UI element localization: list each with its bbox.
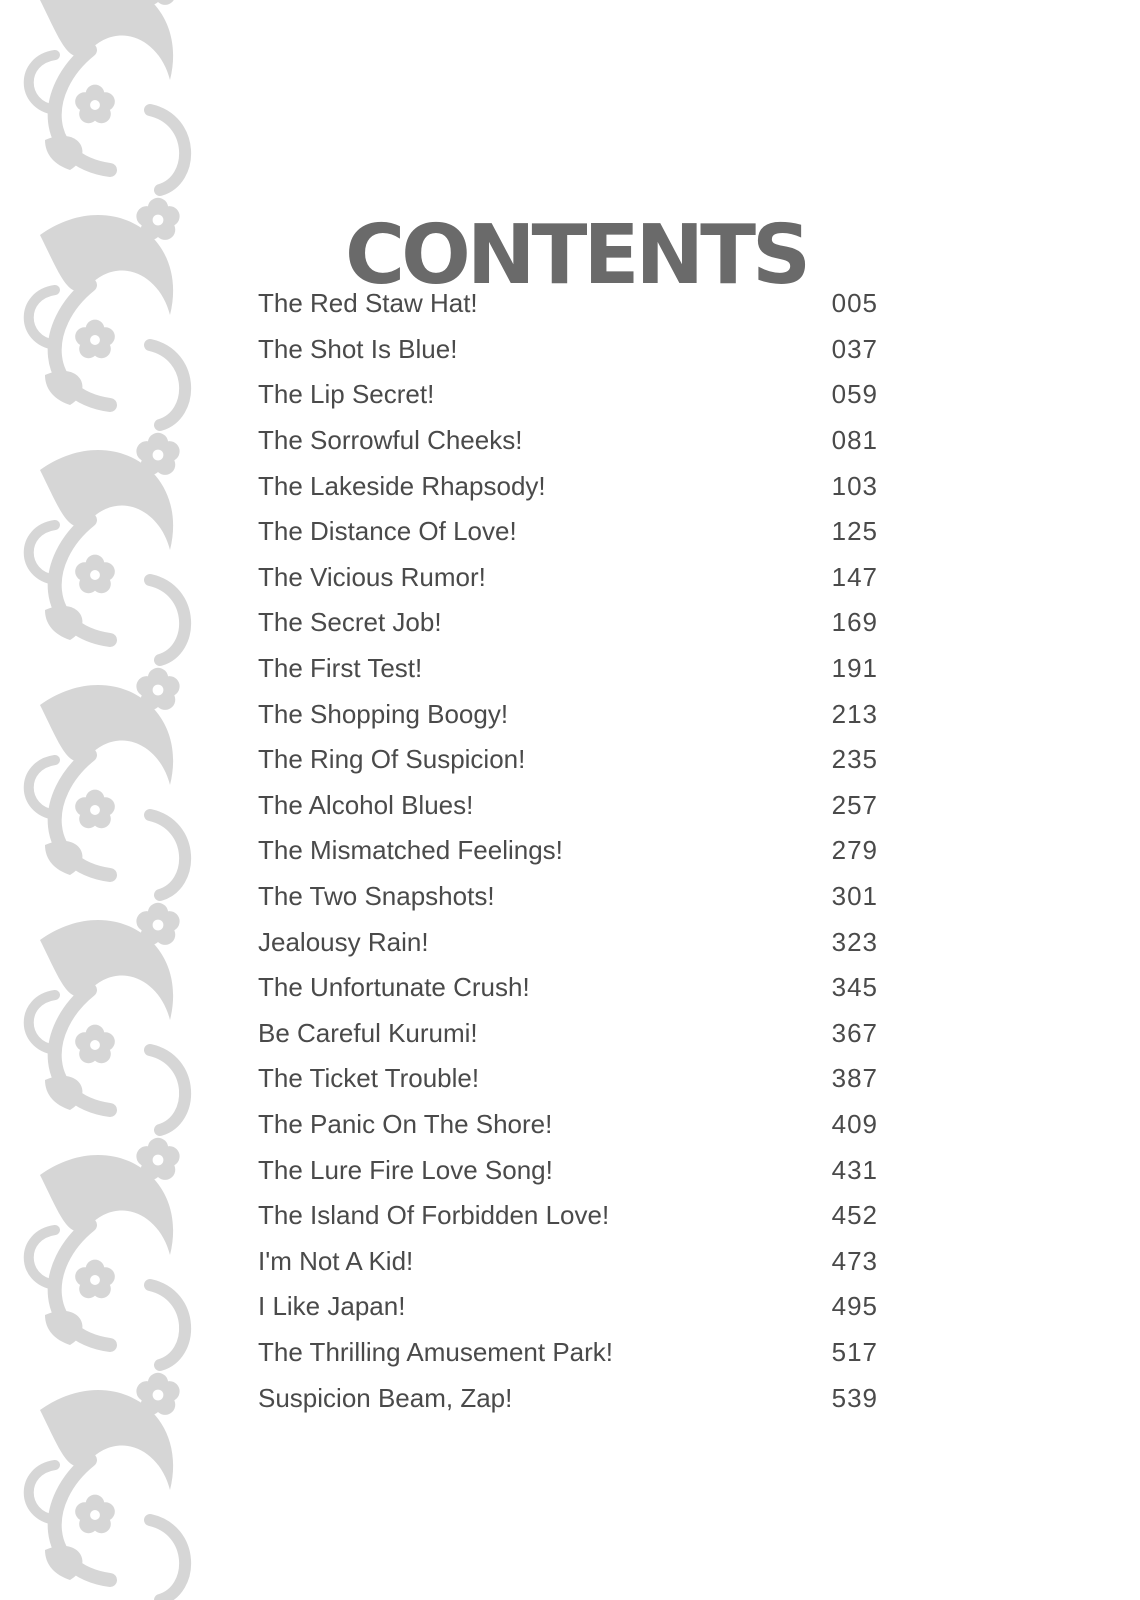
- toc-entry[interactable]: [258, 737, 878, 783]
- page-title: CONTENTS: [345, 207, 808, 303]
- toc-entry-title: I Like Japan!: [258, 1291, 406, 1322]
- toc-entry-title: The Thrilling Amusement Park!: [258, 1336, 613, 1367]
- toc-entry[interactable]: [258, 646, 878, 692]
- toc-entry[interactable]: [258, 874, 878, 920]
- toc-entry-title: The Vicious Rumor!: [258, 561, 486, 592]
- toc-entry-title: The Unfortunate Crush!: [258, 972, 530, 1003]
- toc-entry[interactable]: [258, 691, 878, 737]
- toc-entry-title: Be Careful Kurumi!: [258, 1017, 478, 1048]
- toc-entry-page: 301: [831, 881, 878, 912]
- toc-entry[interactable]: [258, 919, 878, 965]
- toc-entry-title: The Shot Is Blue!: [258, 333, 458, 364]
- toc-entry[interactable]: [258, 1147, 878, 1193]
- toc-entry[interactable]: [258, 1193, 878, 1239]
- toc-entry-page: 345: [831, 972, 878, 1003]
- toc-entry[interactable]: [258, 783, 878, 829]
- toc-entry[interactable]: [258, 1284, 878, 1330]
- toc-entry-page: 169: [831, 607, 878, 638]
- toc-entry[interactable]: [258, 1375, 878, 1421]
- toc-entry[interactable]: [258, 281, 878, 327]
- toc-entry-title: The Distance Of Love!: [258, 516, 517, 547]
- toc-entry-page: 409: [831, 1108, 878, 1139]
- toc-entry-page: 323: [831, 926, 878, 957]
- toc-entry-page: 495: [831, 1291, 878, 1322]
- toc-entry-title: The First Test!: [258, 653, 423, 684]
- toc-entry-page: 235: [831, 744, 878, 775]
- toc-entry-page: 452: [831, 1200, 878, 1231]
- toc-entry-title: The Shopping Boogy!: [258, 698, 509, 729]
- toc-entry-title: The Lakeside Rhapsody!: [258, 470, 546, 501]
- toc-entry[interactable]: [258, 828, 878, 874]
- toc-entry[interactable]: [258, 1056, 878, 1102]
- toc-entry-page: 279: [831, 835, 878, 866]
- toc-entry-page: 431: [831, 1154, 878, 1185]
- toc-entry[interactable]: [258, 372, 878, 418]
- toc-entry[interactable]: [258, 965, 878, 1011]
- toc-entry[interactable]: [258, 509, 878, 555]
- toc-entry-page: 081: [831, 425, 878, 456]
- toc-entry-title: The Red Staw Hat!: [258, 288, 478, 319]
- toc-entry-title: The Alcohol Blues!: [258, 789, 474, 820]
- toc-entry-page: 147: [831, 561, 878, 592]
- toc-entry-title: I'm Not A Kid!: [258, 1245, 414, 1276]
- toc-entry-page: 367: [831, 1017, 878, 1048]
- toc-entry-page: 059: [831, 379, 878, 410]
- toc-entry-page: 517: [831, 1336, 878, 1367]
- toc-entry-page: 213: [831, 698, 878, 729]
- toc-entry[interactable]: [258, 1330, 878, 1376]
- floral-border-ornament: [0, 0, 200, 1600]
- table-of-contents: [258, 281, 878, 1421]
- toc-entry-title: The Secret Job!: [258, 607, 442, 638]
- toc-entry[interactable]: [258, 418, 878, 464]
- toc-entry-page: 191: [831, 653, 878, 684]
- toc-entry-title: The Lure Fire Love Song!: [258, 1154, 553, 1185]
- toc-entry-title: The Lip Secret!: [258, 379, 435, 410]
- toc-entry-title: The Two Snapshots!: [258, 881, 495, 912]
- toc-entry-page: 125: [831, 516, 878, 547]
- toc-entry-page: 539: [831, 1382, 878, 1413]
- toc-entry[interactable]: [258, 1238, 878, 1284]
- toc-entry-page: 005: [831, 288, 878, 319]
- toc-entry[interactable]: [258, 463, 878, 509]
- toc-entry-page: 257: [831, 789, 878, 820]
- toc-entry-title: The Ring Of Suspicion!: [258, 744, 526, 775]
- toc-entry-title: The Island Of Forbidden Love!: [258, 1200, 610, 1231]
- toc-entry[interactable]: [258, 555, 878, 601]
- toc-entry-title: Suspicion Beam, Zap!: [258, 1382, 513, 1413]
- toc-entry-page: 103: [831, 470, 878, 501]
- toc-entry-page: 387: [831, 1063, 878, 1094]
- toc-entry[interactable]: [258, 600, 878, 646]
- toc-entry[interactable]: [258, 1011, 878, 1057]
- toc-entry-title: The Sorrowful Cheeks!: [258, 425, 523, 456]
- toc-entry-page: 473: [831, 1245, 878, 1276]
- toc-entry-title: Jealousy Rain!: [258, 926, 429, 957]
- toc-entry-title: The Mismatched Feelings!: [258, 835, 563, 866]
- toc-entry[interactable]: [258, 1102, 878, 1148]
- toc-entry[interactable]: [258, 327, 878, 373]
- toc-entry-page: 037: [831, 333, 878, 364]
- toc-entry-title: The Ticket Trouble!: [258, 1063, 480, 1094]
- floral-vine-icon: [0, 0, 200, 1600]
- toc-entry-title: The Panic On The Shore!: [258, 1108, 553, 1139]
